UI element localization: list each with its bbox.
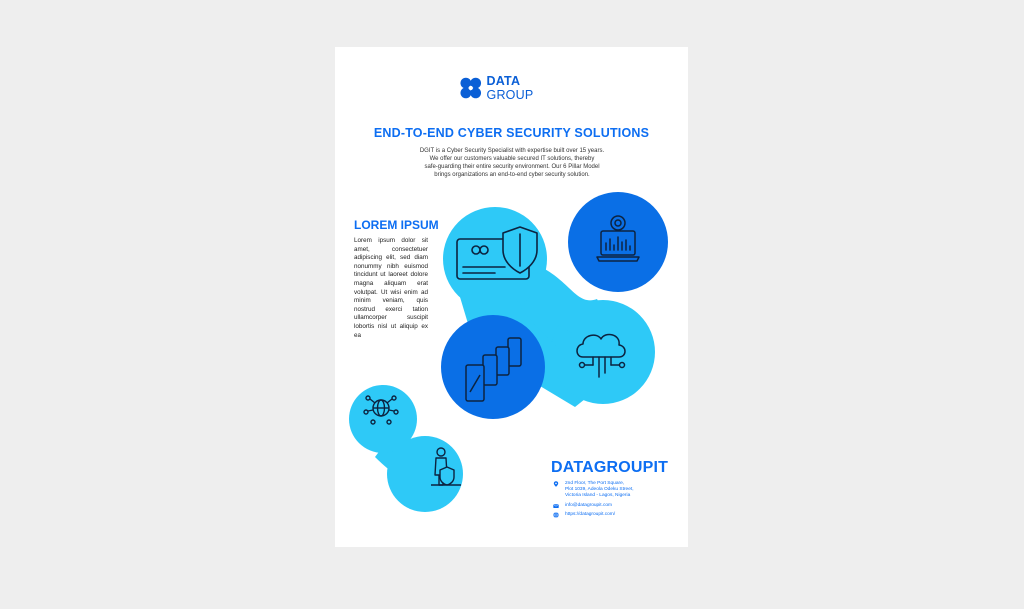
flyer-page	[335, 47, 688, 547]
website-link[interactable]: https://datagroupit.com/	[565, 512, 616, 517]
intro-line: safe-guarding their entire security environment. Our 6 Pillar Model	[424, 164, 600, 170]
intro-line: brings organizations an end-to-end cyber security solution.	[434, 172, 590, 178]
four-petal-logo-icon	[459, 76, 483, 100]
brand-logo	[459, 76, 569, 100]
address-line: Plot 1039, Adeola Odeku Street,	[565, 487, 634, 492]
address-line: Victoria Island - Lagos, Nigeria	[565, 493, 631, 498]
envelope-icon	[553, 503, 559, 509]
company-name: DATAGROUPIT	[551, 459, 669, 476]
brand-name: DATA GROUP	[486, 74, 534, 102]
address-line: 2nd Floor, The Port Square,	[565, 481, 625, 486]
intro-line: DGIT is a Cyber Security Specialist with expertise built over 15 years.	[419, 148, 605, 154]
contact-address	[553, 481, 683, 499]
side-section-title: LOREM IPSUM	[354, 218, 439, 232]
intro-paragraph	[387, 147, 637, 179]
side-section-body: Lorem ipsum dolor sit amet, consectetuer adipiscing elit, sed diam nonummy nibh euismod tincidunt ut laoreet dolore magna aliquam erat volutpat. Ut wisi enim ad minim veniam, quis nostrud exerci tation ullamcorper suscipit lobortis nisl ut aliquip ex ea	[354, 237, 428, 339]
contact-email[interactable]	[553, 503, 683, 509]
page-title: END-TO-END CYBER SECURITY SOLUTIONS	[373, 126, 650, 140]
contact-website[interactable]	[553, 512, 683, 518]
location-pin-icon	[553, 481, 559, 487]
email-link[interactable]: info@datagroupit.com	[565, 503, 613, 508]
intro-line: We offer our customers valuable secured IT solutions, thereby	[429, 156, 595, 162]
globe-icon	[553, 512, 559, 518]
